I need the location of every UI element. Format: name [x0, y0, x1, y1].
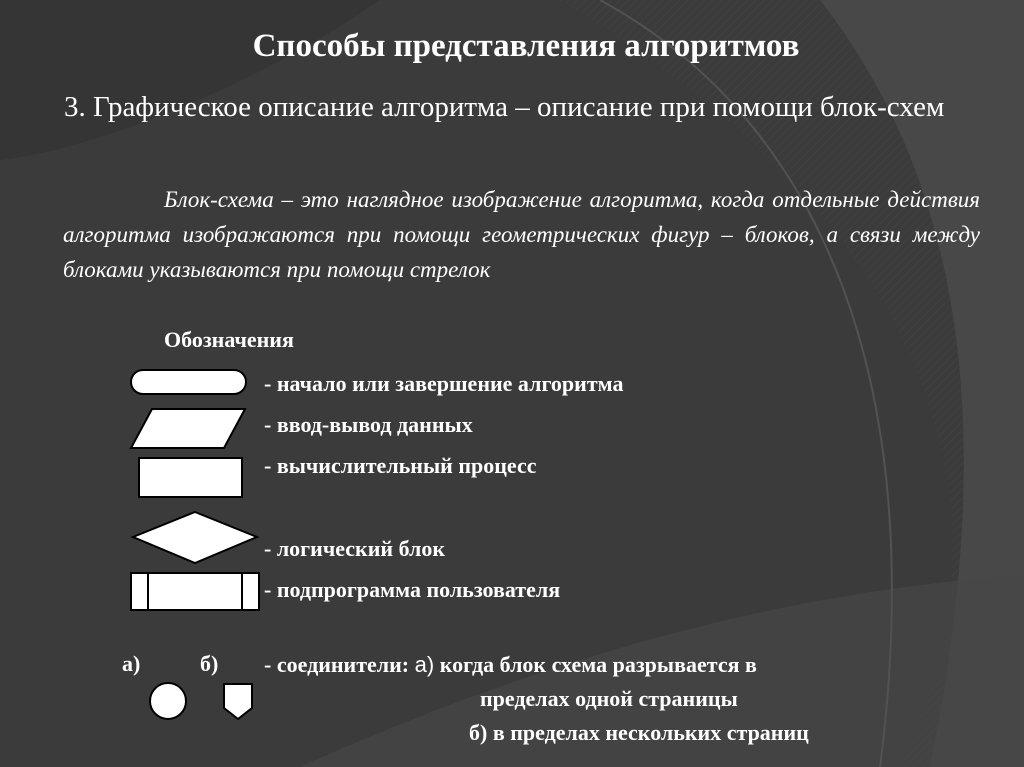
legend-item-process: - вычислительный процесс	[264, 453, 537, 478]
definition-paragraph: Блок-схема – это наглядное изображение алгоритма, когда отдельные действия алгоритма изображаются при помощи геометрических фигур – блоков, а связи между блоками указываются при помощи стрелок	[63, 187, 980, 282]
terminator-oval-icon	[130, 369, 248, 397]
onpage-connector-icon	[148, 682, 190, 722]
connectors-description	[264, 648, 809, 750]
rhombus-icon	[130, 510, 260, 566]
legend-item-terminator: - начало или завершение алгоритма	[264, 371, 624, 396]
connector-a-marker: а)	[414, 652, 435, 677]
predefined-process-icon	[130, 572, 262, 612]
parallelogram-icon	[130, 408, 248, 450]
legend-item-decision: - логический блок	[264, 536, 446, 561]
connector-a-line2: пределах одной страницы	[480, 686, 738, 711]
slide-subtitle: 3. Графическое описание алгоритма – описание при помощи блок-схем	[64, 91, 945, 123]
slide-title: Способы представления алгоритмов	[252, 28, 800, 64]
rectangle-icon	[138, 457, 244, 499]
offpage-connector-icon	[222, 682, 256, 722]
connectors-prefix: - соединители:	[264, 652, 415, 677]
connector-b-text: б) в пределах нескольких страниц	[469, 720, 809, 745]
connector-label-a: а)	[122, 651, 141, 676]
connector-a-line1: когда блок схема разрывается в	[434, 652, 757, 677]
legend-item-subroutine: - подпрограмма пользователя	[264, 577, 561, 602]
legend-heading: Обозначения	[164, 327, 294, 352]
connector-label-b: б)	[200, 651, 219, 676]
legend-item-input-output: - ввод-вывод данных	[264, 412, 473, 437]
